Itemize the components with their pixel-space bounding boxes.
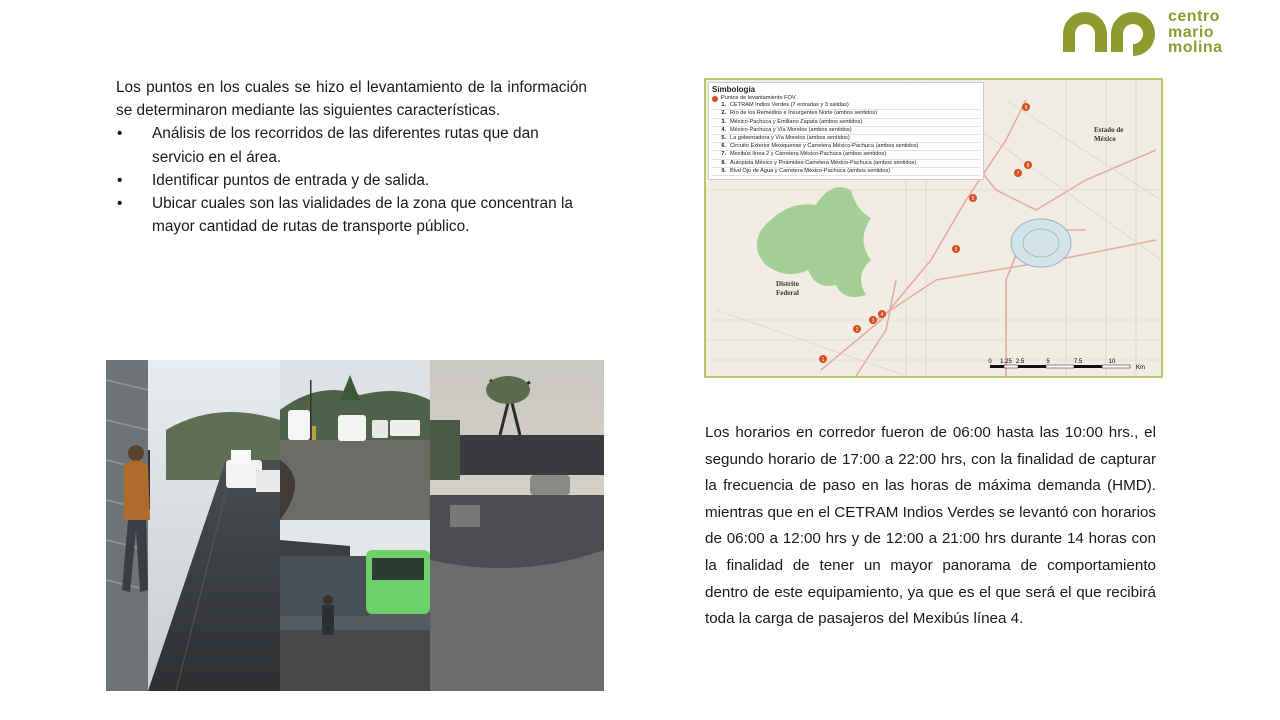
criteria-text: Ubicar cuales son las vialidades de la zona que concentran la mayor cantidad de rutas de transporte público. — [152, 195, 573, 236]
criteria-text: Análisis de los recorridos de las diferentes rutas que dan servicio en el área. — [152, 125, 539, 166]
svg-text:Km: Km — [1136, 365, 1145, 371]
svg-text:3: 3 — [871, 318, 875, 324]
svg-text:1: 1 — [821, 357, 825, 363]
map-scale-bar — [986, 356, 1156, 376]
svg-text:5: 5 — [954, 247, 958, 253]
bullet-icon: • — [117, 195, 123, 213]
legend-item: 9. Blvd Ojo de Agua y Carretera México-Pachuca (ambos sentidos) — [712, 168, 980, 176]
legend-item: 3. México-Pachuca y Emiliano Zapata (ambos sentidos) — [712, 119, 980, 127]
legend-item: 8. Autopista México y Pirámides-Carretera México-Pachuca (ambos sentidos) — [712, 160, 980, 168]
survey-point — [969, 194, 977, 202]
svg-text:2: 2 — [855, 327, 859, 333]
scale-ruler-icon — [986, 356, 1156, 376]
intro-text-block — [116, 76, 587, 238]
legend-item: 6. Circuito Exterior Mexiquense y Carretera México-Pachuca (ambos sentidos) — [712, 143, 980, 151]
survey-points-layer — [706, 80, 1161, 376]
svg-text:0: 0 — [988, 359, 992, 365]
legend-subtitle: Puntos de levantamiento FOV — [712, 95, 980, 102]
survey-point — [878, 310, 886, 318]
survey-point — [853, 325, 861, 333]
intro-paragraph: Los puntos en los cuales se hizo el levantamiento de la información se determinaron mediante las siguientes características. — [116, 79, 587, 120]
svg-text:10: 10 — [1108, 359, 1116, 365]
logo-line-2: mario — [1168, 23, 1215, 41]
map-label-df: Distrito Federal — [776, 280, 799, 297]
criteria-item — [116, 192, 587, 238]
criteria-item — [116, 169, 587, 192]
bullet-icon: • — [117, 125, 123, 143]
map-label-estado: Estado de México — [1094, 126, 1124, 143]
svg-text:5: 5 — [1046, 359, 1050, 365]
survey-points-map — [704, 78, 1163, 378]
survey-point — [952, 245, 960, 253]
survey-point — [869, 316, 877, 324]
field-photo-collage — [106, 360, 604, 691]
survey-point — [1024, 161, 1032, 169]
svg-text:7: 7 — [1016, 171, 1020, 177]
criteria-list — [116, 122, 587, 238]
photo-parked-vans — [280, 360, 430, 520]
svg-text:2.5: 2.5 — [1015, 359, 1025, 365]
svg-text:8: 8 — [1026, 163, 1030, 169]
logo-line-3: molina — [1168, 39, 1223, 56]
criteria-text: Identificar puntos de entrada y de salida. — [152, 171, 430, 189]
survey-point — [1022, 103, 1030, 111]
photo-roadside-pedestrian — [106, 360, 280, 691]
legend-item: 2. Río de los Remedios e Insurgentes Norte (ambos sentidos) — [712, 110, 980, 118]
logo-mark-icon — [1060, 8, 1164, 58]
svg-text:6: 6 — [971, 196, 975, 202]
survey-point — [1014, 169, 1022, 177]
centro-mario-molina-logo — [1060, 8, 1260, 64]
legend-item: 7. Mexibús línea 2 y Carretera México-Pachuca (ambos sentidos) — [712, 151, 980, 159]
svg-text:4: 4 — [880, 312, 884, 318]
legend-title: Simbología — [712, 85, 756, 94]
legend-item: 4. México-Pachuca y Vía Morelos (ambos sentidos) — [712, 127, 980, 135]
legend-item: 1. CETRAM Indios Verdes (7 entradas y 3 salidas) — [712, 102, 980, 110]
bullet-icon: • — [117, 171, 123, 189]
photo-green-bus — [280, 520, 430, 691]
photo-wet-avenue — [430, 360, 604, 691]
svg-text:1.25: 1.25 — [1000, 359, 1012, 365]
logo-wordmark — [1168, 9, 1223, 56]
criteria-item — [116, 122, 587, 168]
schedule-paragraph: Los horarios en corredor fueron de 06:00 hasta las 10:00 hrs., el segundo horario de 17:00 a 22:00 hrs, con la finalidad de capturar la frecuencia de paso en las horas de máxima demanda (HMD). mientras que en el CETRAM Indios Verdes se levantó con horarios de 06:00 a 12:00 hrs y de 12:00 a 21:00 hrs durante 14 horas con la finalidad de tener un mayor panorama de comportamiento dentro de este equipamiento, ya que es el que será el que recibirá toda la carga de pasajeros del Mexibús línea 4. — [705, 424, 1156, 628]
survey-point — [819, 355, 827, 363]
svg-text:9: 9 — [1024, 105, 1028, 111]
legend-item: 5. La gobernadora y Vía Morelos (ambos sentidos) — [712, 135, 980, 143]
svg-text:7.5: 7.5 — [1073, 359, 1083, 365]
logo-line-1: centro — [1168, 8, 1220, 25]
